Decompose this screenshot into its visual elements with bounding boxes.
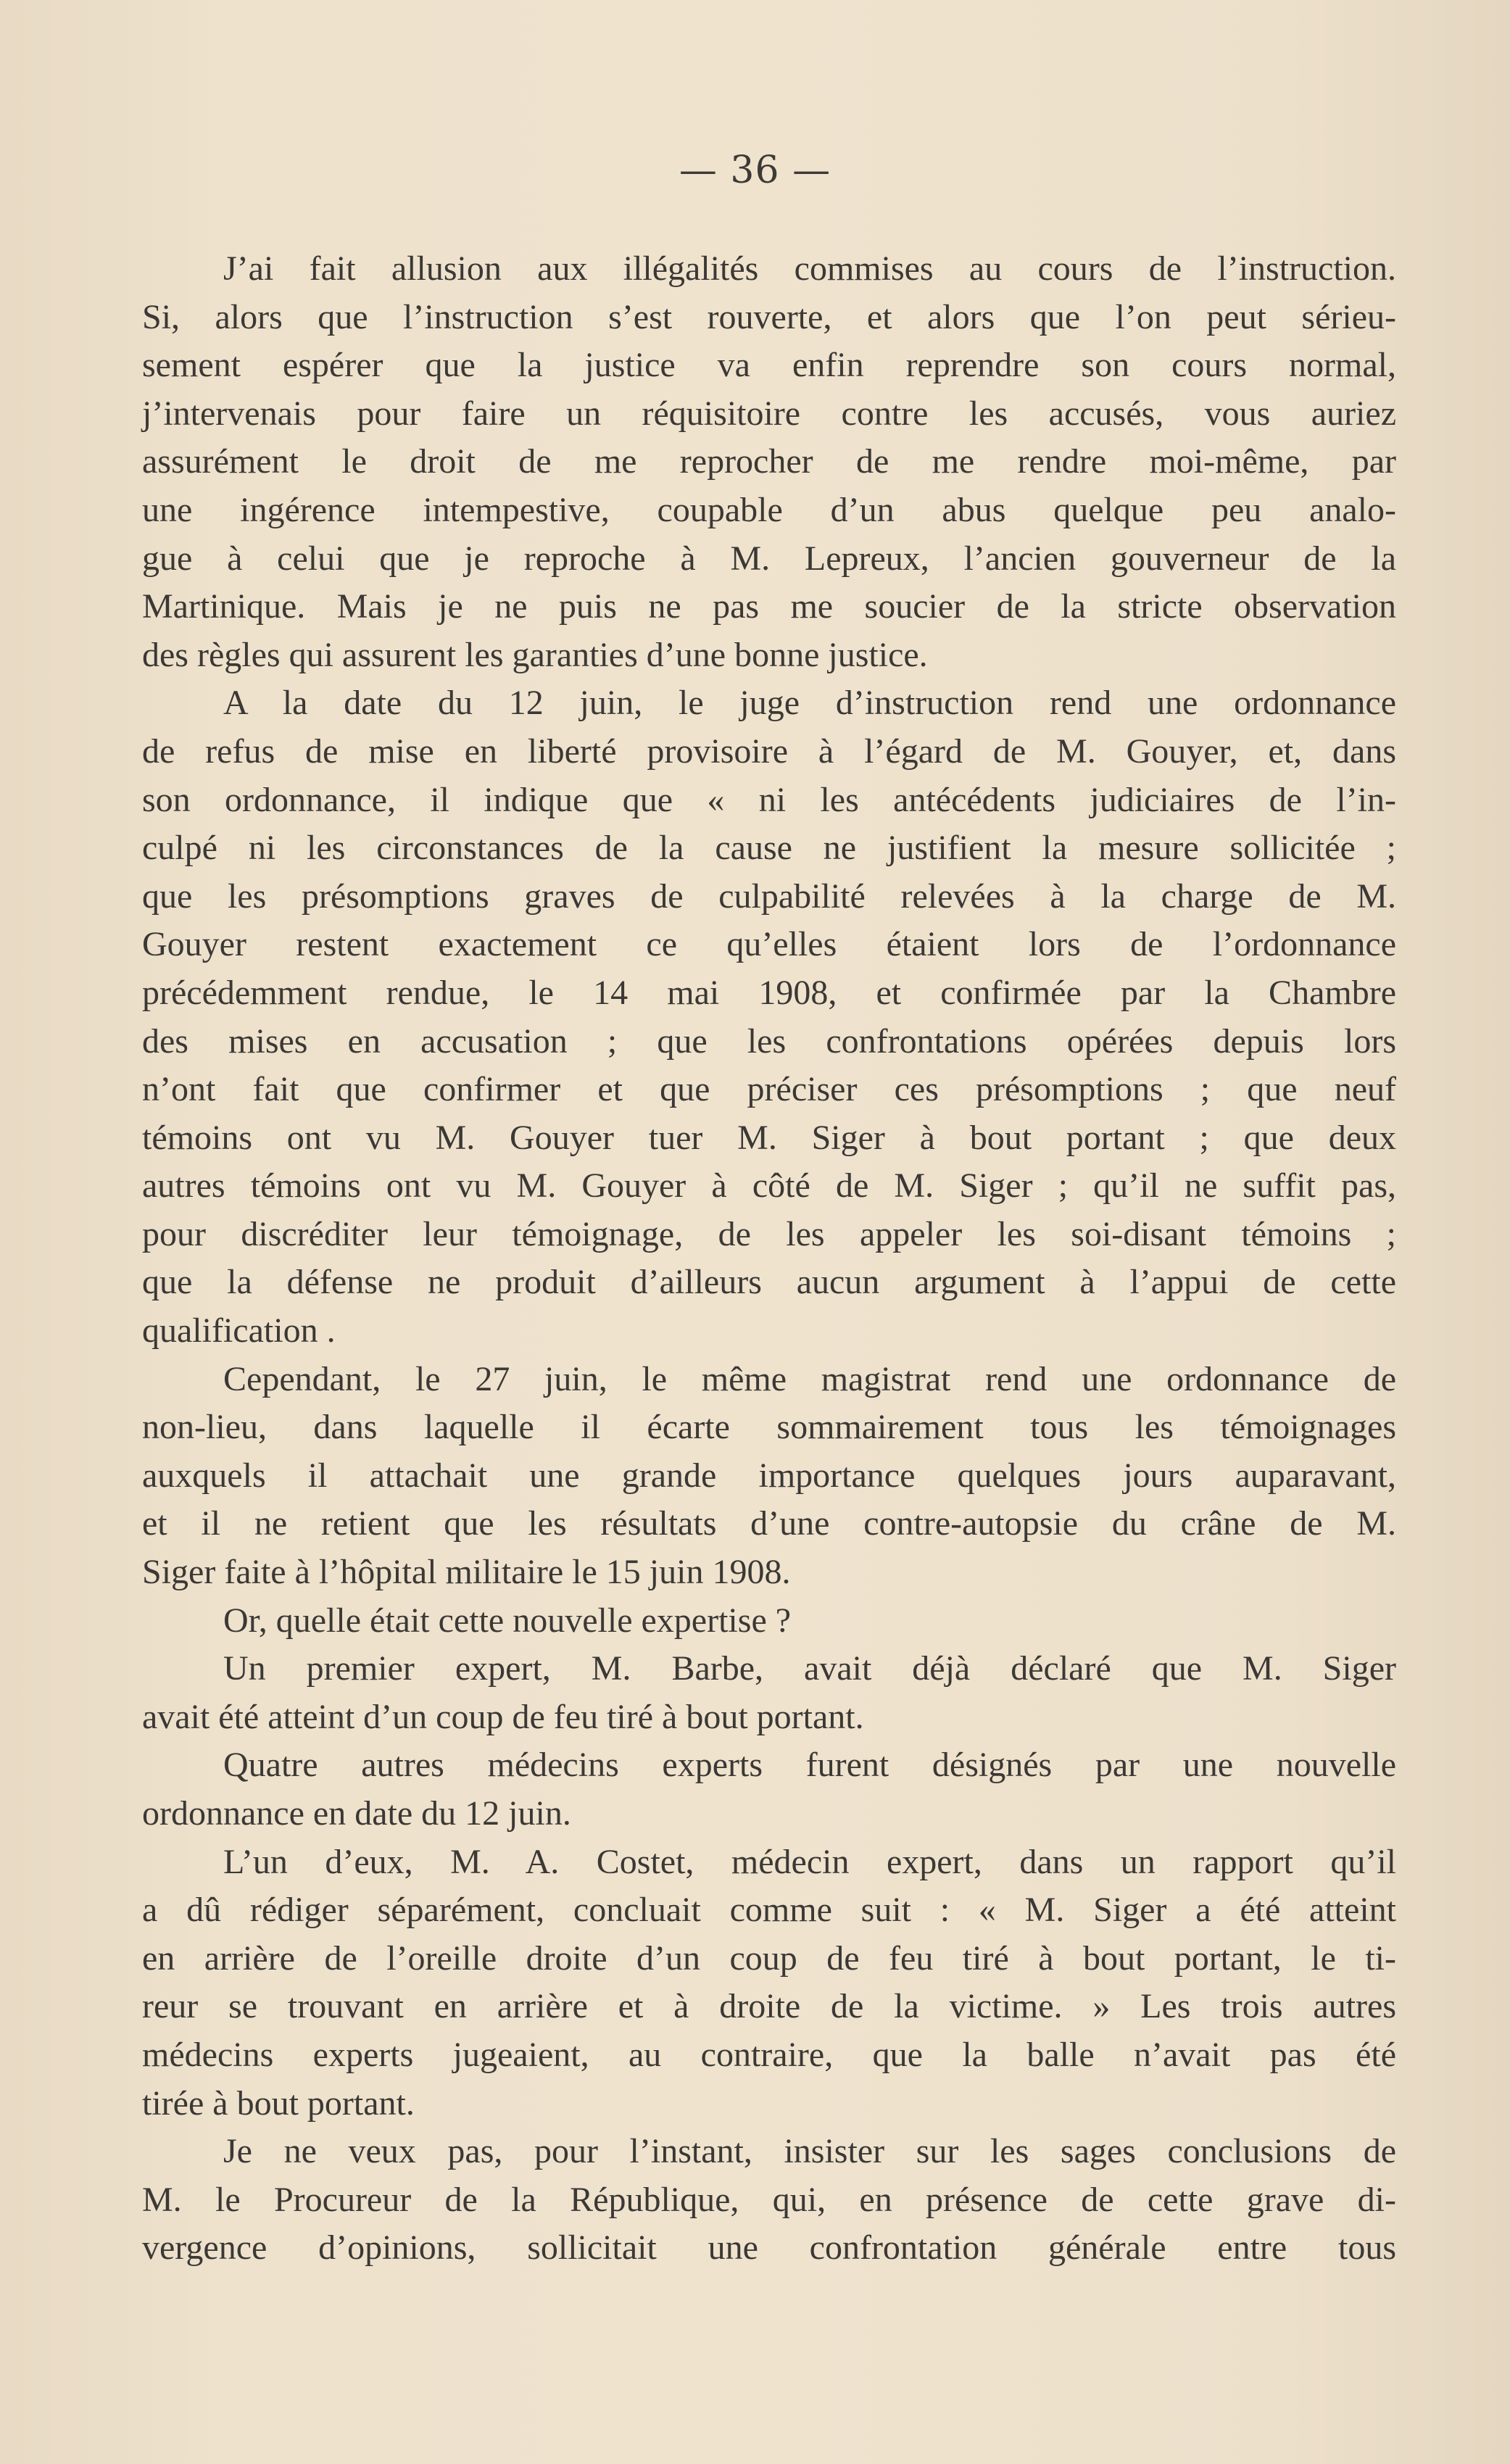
text-line: ordonnance en date du 12 juin. [142,1794,571,1833]
text-line: Gouyer restent exactement ce qu’elles étaient lors de l’ordonnance [142,925,1396,964]
text-line: gue à celui que je reproche à M. Lepreux, l’ancien gouverneur de la [142,539,1396,578]
text-line: autres témoins ont vu M. Gouyer à côté de M. Siger ; qu’il ne suffit pas, [142,1166,1396,1206]
text-line: précédemment rendue, le 14 mai 1908, et confirmée par la Chambre [142,973,1396,1012]
text-line: L’un d’eux, M. A. Costet, médecin expert, dans un rapport qu’il [223,1842,1396,1881]
text-line: de refus de mise en liberté provisoire à l’égard de M. Gouyer, et, dans [142,731,1396,771]
text-line: Je ne veux pas, pour l’instant, insister sur les sages conclusions de [223,2132,1396,2171]
text-line: a dû rédiger séparément, concluait comme suit : « M. Siger a été atteint [142,1891,1396,1930]
text-line: que les présomptions graves de culpabilité relevées à la charge de M. [142,876,1396,916]
text-line: n’ont fait que confirmer et que préciser ces présomptions ; que neuf [142,1070,1396,1109]
text-line: Martinique. Mais je ne puis ne pas me soucier de la stricte observation [142,587,1396,626]
text-line: et il ne retient que les résultats d’une contre-autopsie du crâne de M. [142,1504,1396,1543]
text-line: j’intervenais pour faire un réquisitoire contre les accusés, vous auriez [142,394,1396,433]
text-line: Cependant, le 27 juin, le même magistrat rend une ordonnance de [223,1359,1396,1398]
text-line: des mises en accusation ; que les confrontations opérées depuis lors [142,1021,1396,1061]
text-line: auxquels il attachait une grande importance quelques jours auparavant, [142,1456,1396,1495]
text-line: sement espérer que la justice va enfin reprendre son cours normal, [142,346,1396,385]
text-line: son ordonnance, il indique que « ni les antécédents judiciaires de l’in- [142,780,1396,819]
text-line: reur se trouvant en arrière et à droite de la victime. » Les trois autres [142,1987,1396,2026]
text-line: non-lieu, dans laquelle il écarte sommairement tous les témoignages [142,1408,1396,1447]
text-line: J’ai fait allusion aux illégalités commises au cours de l’instruction. [223,249,1396,288]
text-line: en arrière de l’oreille droite d’un coup de feu tiré à bout portant, le ti- [142,1938,1396,1978]
page-number: — 36 — [679,149,831,192]
text-line: M. le Procureur de la République, qui, en présence de cette grave di- [142,2180,1396,2219]
text-line: que la défense ne produit d’ailleurs aucun argument à l’appui de cette [142,1263,1396,1302]
text-line: Siger faite à l’hôpital militaire le 15 juin 1908. [142,1553,791,1592]
text-line: Un premier expert, M. Barbe, avait déjà déclaré que M. Siger [223,1649,1396,1688]
text-line: A la date du 12 juin, le juge d’instruction rend une ordonnance [223,684,1396,723]
text-line: qualification . [142,1311,336,1351]
text-line: des règles qui assurent les garanties d’une bonne justice. [142,635,928,674]
text-line: médecins experts jugeaient, au contraire, que la balle n’avait pas été [142,2035,1396,2074]
text-line: témoins ont vu M. Gouyer tuer M. Siger à bout portant ; que deux [142,1118,1396,1157]
text-line: tirée à bout portant. [142,2083,415,2123]
text-line: Quatre autres médecins experts furent désignés par une nouvelle [223,1746,1396,1785]
text-line: assurément le droit de me reprocher de me rendre moi-même, par [142,442,1396,481]
text-line: Or, quelle était cette nouvelle expertise ? [223,1601,792,1640]
text-line: pour discréditer leur témoignage, de les appeler les soi-disant témoins ; [142,1214,1396,1253]
body-text [142,245,1396,2273]
text-line: culpé ni les circonstances de la cause ne justifient la mesure sollicitée ; [142,829,1396,868]
text-line: vergence d’opinions, sollicitait une confrontation générale entre tous [142,2228,1396,2268]
text-line: Si, alors que l’instruction s’est rouverte, et alors que l’on peut sérieu- [142,297,1396,336]
text-line: une ingérence intempestive, coupable d’un abus quelque peu analo- [142,490,1396,529]
text-line: avait été atteint d’un coup de feu tiré à bout portant. [142,1697,864,1736]
